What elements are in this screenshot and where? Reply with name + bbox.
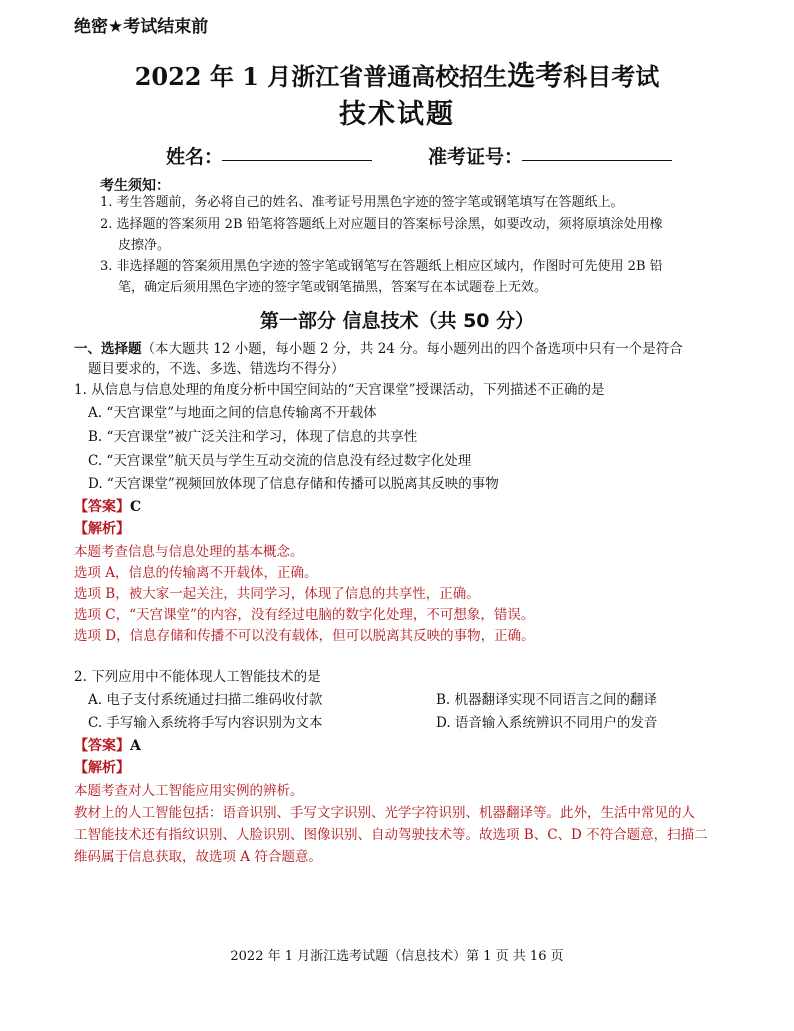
notice-item-2-line-2: 皮擦净。 (118, 238, 171, 253)
exam-subtitle: 技术试题 (339, 99, 455, 130)
exam-title (0, 54, 794, 94)
q2-option-d: D. 语音输入系统辨识不同用户的发音 (436, 715, 658, 731)
q2-analysis-line-4: 维码属于信息获取，故选项 A 符合题意。 (74, 849, 322, 865)
section-intro (74, 338, 683, 360)
q2-analysis-line-2: 教材上的人工智能包括：语音识别、手写文字识别、光学字符识别、机器翻译等。此外，生活中常见的人 (74, 805, 695, 821)
notice-item-3-line-1: 3. 非选择题的答案须用黑色字迹的签字笔或钢笔写在答题纸上相应区域内，作图时可先使用 2B 铅 (100, 259, 663, 274)
title-prefix: 2022 年 1 月浙江省普通高校招生 (134, 62, 508, 91)
q2-analysis-line-3: 工智能技术还有指纹识别、人脸识别、图像识别、自动驾驶技术等。故选项 B、C、D 不符合题意，扫描二 (74, 827, 708, 843)
notice-item-1: 1. 考生答题前，务必将自己的姓名、准考证号用黑色字迹的签字笔或钢笔填写在答题纸上。 (100, 195, 624, 210)
q1-option-a: A. “天宫课堂”与地面之间的信息传输离不开载体 (88, 405, 377, 421)
page-footer: 2022 年 1 月浙江选考试题（信息技术）第 1 页 共 16 页 (230, 949, 564, 964)
name-blank[interactable] (222, 140, 372, 161)
q2-option-a: A. 电子支付系统通过扫描二维码收付款 (88, 692, 323, 708)
q2-answer (74, 735, 141, 755)
q1-analysis-line-4: 选项 C，“天宫课堂”的内容，没有经过电脑的数字化处理，不可想象，错误。 (74, 607, 535, 623)
q1-option-c: C. “天宫课堂”航天员与学生互动交流的信息没有经过数字化处理 (88, 453, 472, 469)
id-blank[interactable] (522, 140, 672, 161)
q1-answer-value: C (130, 499, 142, 515)
q1-answer-tag: 【答案】 (74, 499, 130, 515)
notice-item-3-line-2: 笔，确定后须用黑色字迹的签字笔或钢笔描黑，答案写在本试题卷上无效。 (118, 280, 548, 295)
q1-analysis-line-3: 选项 B，被大家一起关注，共同学习，体现了信息的共享性，正确。 (74, 586, 480, 602)
q1-stem: 1. 从信息与信息处理的角度分析中国空间站的“天宫课堂”授课活动，下列描述不正确的是 (74, 382, 605, 398)
q2-answer-tag: 【答案】 (74, 738, 130, 754)
q1-analysis-tag: 【解析】 (74, 521, 130, 537)
name-label: 姓名： (166, 146, 224, 168)
section-desc-line-2: 题目要求的，不选、多选、错选均不得分） (88, 361, 345, 377)
q2-option-c: C. 手写输入系统将手写内容识别为文本 (88, 715, 323, 731)
q2-stem: 2. 下列应用中不能体现人工智能技术的是 (74, 669, 321, 685)
q1-analysis-line-2: 选项 A，信息的传输离不开载体，正确。 (74, 565, 318, 581)
notice-item-2-line-1: 2. 选择题的答案须用 2B 铅笔将答题纸上对应题目的答案标号涂黑，如要改动，须将原填涂处用橡 (100, 217, 663, 232)
confidential-label: 绝密★考试结束前 (74, 17, 209, 37)
q1-analysis-line-1: 本题考查信息与信息处理的基本概念。 (74, 544, 304, 560)
notice-heading: 考生须知： (100, 178, 170, 194)
id-label: 准考证号： (428, 146, 524, 168)
section-desc-line-1: （本大题共 12 小题，每小题 2 分，共 24 分。每小题列出的四个备选项中只有一个是符合 (141, 341, 683, 357)
q1-option-b: B. “天宫课堂”被广泛关注和学习，体现了信息的共享性 (88, 429, 418, 445)
q2-analysis-line-1: 本题考查对人工智能应用实例的辨析。 (74, 783, 304, 799)
q1-option-d: D. “天宫课堂”视频回放体现了信息存储和传播可以脱离其反映的事物 (88, 476, 499, 492)
section-label: 一、选择题 (74, 341, 142, 357)
part-title: 第一部分 信息技术（共 50 分） (259, 310, 535, 332)
q2-answer-value: A (130, 738, 141, 754)
title-suffix: 科目考试 (563, 62, 660, 91)
title-emphasis: 选考 (507, 59, 564, 92)
q2-option-b: B. 机器翻译实现不同语言之间的翻译 (436, 692, 658, 708)
q1-answer (74, 496, 141, 516)
q1-analysis-line-5: 选项 D，信息存储和传播不可以没有载体，但可以脱离其反映的事物，正确。 (74, 628, 535, 644)
q2-analysis-tag: 【解析】 (74, 760, 130, 776)
